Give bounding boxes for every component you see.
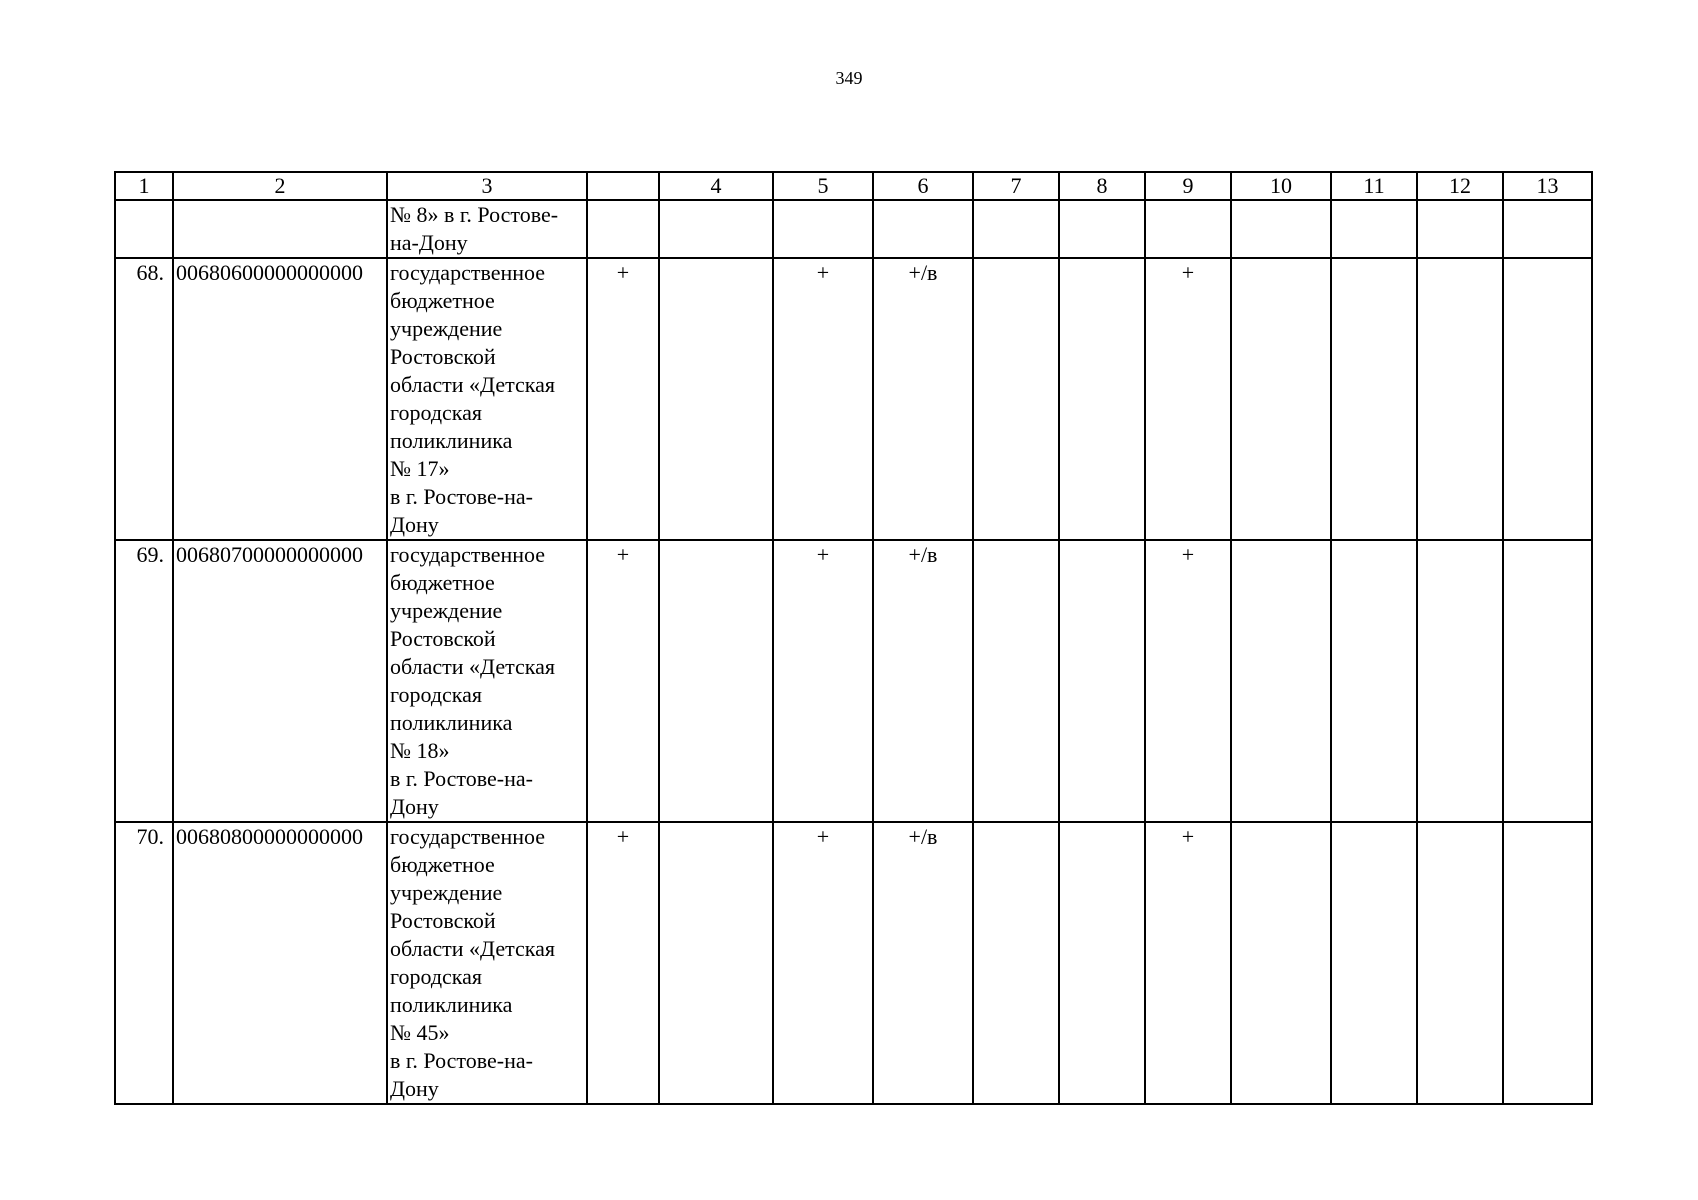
table-cell [1059,258,1145,540]
mark-cell: +/в [873,540,973,822]
row-number-cell: 70. [115,822,173,1104]
table-cell [1145,200,1231,258]
table-cell [1331,540,1417,822]
header-cell: 6 [873,172,973,200]
table-cell [1059,822,1145,1104]
mark-cell: + [587,822,659,1104]
table-cell [1417,258,1503,540]
table-cell [1503,822,1592,1104]
code-cell: 00680600000000000 [173,258,387,540]
table-cell [1503,258,1592,540]
table-cell [115,200,173,258]
mark-cell: + [773,822,873,1104]
table-cell [1503,540,1592,822]
table-cell [773,200,873,258]
mark-cell: + [1145,258,1231,540]
mark-cell: + [1145,822,1231,1104]
table-cell [659,200,773,258]
table-cell [1503,200,1592,258]
mark-cell: + [773,540,873,822]
header-cell: 7 [973,172,1059,200]
table-cell [1417,822,1503,1104]
table-cell [1331,258,1417,540]
page-number: 349 [835,68,863,88]
header-cell: 12 [1417,172,1503,200]
institution-name-cell: № 8» в г. Ростове- на-Дону [387,200,587,258]
table-cell [659,540,773,822]
header-cell [587,172,659,200]
header-cell: 1 [115,172,173,200]
table-cell [587,200,659,258]
table-cell [659,258,773,540]
table-cell [1231,200,1331,258]
table-cell [173,200,387,258]
header-cell: 13 [1503,172,1592,200]
header-cell: 11 [1331,172,1417,200]
header-cell: 5 [773,172,873,200]
header-cell: 8 [1059,172,1145,200]
table-cell [1331,200,1417,258]
register-table [114,171,1593,1105]
table-cell [1331,822,1417,1104]
institution-name-cell: государственное бюджетное учреждение Ростовской области «Детская городская поликлиника № 45» в г. Ростове-на- Дону [387,822,587,1104]
table-header-row [115,172,1592,200]
header-cell: 9 [1145,172,1231,200]
header-cell: 4 [659,172,773,200]
mark-cell: + [587,540,659,822]
table-cell [659,822,773,1104]
header-cell: 10 [1231,172,1331,200]
table-cell [973,200,1059,258]
code-cell: 00680800000000000 [173,822,387,1104]
mark-cell: + [773,258,873,540]
table-cell [1231,258,1331,540]
mark-cell: + [587,258,659,540]
table-row [115,540,1592,822]
table-cell [1059,200,1145,258]
header-cell: 2 [173,172,387,200]
table-cell [973,258,1059,540]
table-row [115,258,1592,540]
table-row [115,822,1592,1104]
table-cell [973,822,1059,1104]
header-cell: 3 [387,172,587,200]
row-number-cell: 68. [115,258,173,540]
table-cell [1231,540,1331,822]
table-cell [1231,822,1331,1104]
table-cell [1417,540,1503,822]
mark-cell: + [1145,540,1231,822]
table-cell [1417,200,1503,258]
mark-cell: +/в [873,258,973,540]
institution-name-cell: государственное бюджетное учреждение Ростовской области «Детская городская поликлиника № 18» в г. Ростове-на- Дону [387,540,587,822]
table-cell [873,200,973,258]
table-cell [973,540,1059,822]
mark-cell: +/в [873,822,973,1104]
row-number-cell: 69. [115,540,173,822]
institution-name-cell: государственное бюджетное учреждение Ростовской области «Детская городская поликлиника № 17» в г. Ростове-на- Дону [387,258,587,540]
table-row-continuation [115,200,1592,258]
table-cell [1059,540,1145,822]
code-cell: 00680700000000000 [173,540,387,822]
